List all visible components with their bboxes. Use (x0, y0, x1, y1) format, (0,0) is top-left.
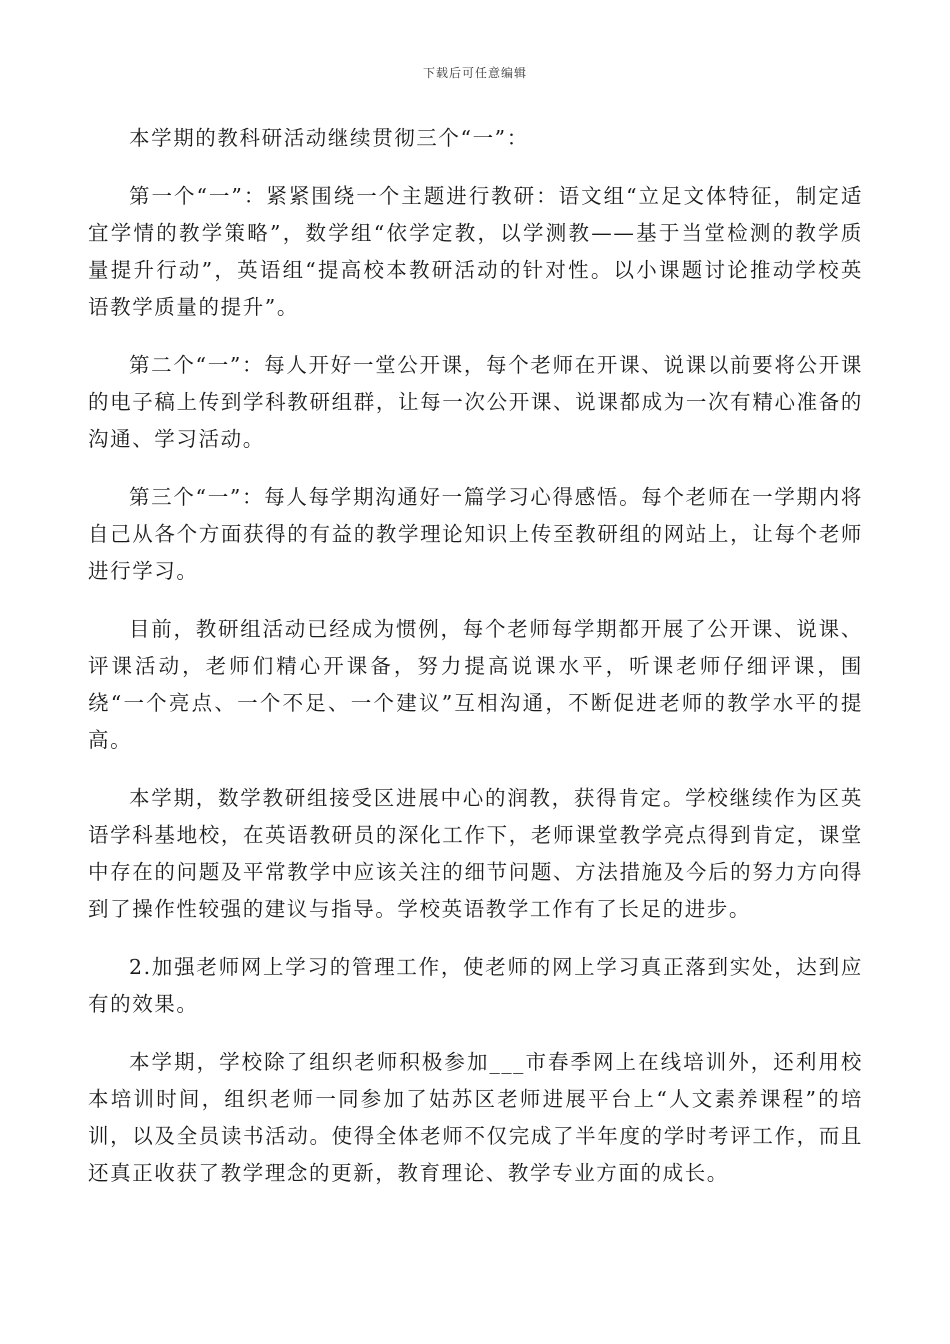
paragraph-4: 第三个“一”：每人每学期沟通好一篇学习心得感悟。每个老师在一学期内将自己从各个方面获得的有益的教学理论知识上传至教研组的网站上，让每个老师进行学习。 (88, 485, 863, 583)
paragraph-5: 目前，教研组活动已经成为惯例，每个老师每学期都开展了公开课、说课、评课活动，老师们精心开课备，努力提高说课水平，听课老师仔细评课，围绕“一个亮点、一个不足、一个建议”互相沟通，不断促进老师的教学水平的提高。 (88, 617, 863, 752)
document-body (88, 120, 863, 1213)
paragraph-3: 第二个“一”：每人开好一堂公开课，每个老师在开课、说课以前要将公开课的电子稿上传到学科教研组群，让每一次公开课、说课都成为一次有精心准备的沟通、学习活动。 (88, 353, 863, 451)
paragraph-1: 本学期的教科研活动继续贯彻三个“一”： (129, 126, 529, 150)
paragraph-6: 本学期，数学教研组接受区进展中心的润教，获得肯定。学校继续作为区英语学科基地校，在英语教研员的深化工作下，老师课堂教学亮点得到肯定，课堂中存在的问题及平常教学中应该关注的细节问题、方法措施及今后的努力方向得到了操作性较强的建议与指导。学校英语教学工作有了长足的进步。 (88, 786, 863, 921)
page-header: 下载后可任意编辑 (422, 66, 527, 80)
paragraph-2: 第一个“一”：紧紧围绕一个主题进行教研：语文组“立足文体特征，制定适宜学情的教学策略”，数学组“依学定教，以学测教——基于当堂检测的教学质量提升行动”，英语组“提高校本教研活动的针对性。以小课题讨论推动学校英语教学质量的提升”。 (88, 184, 863, 319)
paragraph-8: 本学期，学校除了组织老师积极参加___市春季网上在线培训外，还利用校本培训时间，组织老师一同参加了姑苏区老师进展平台上“人文素养课程”的培训，以及全员读书活动。使得全体老师不仅完成了半年度的学时考评工作，而且还真正收获了教学理念的更新，教育理论、教学专业方面的成长。 (88, 1050, 863, 1185)
paragraph-7: 2.加强老师网上学习的管理工作，使老师的网上学习真正落到实处，达到应有的效果。 (88, 955, 863, 1016)
